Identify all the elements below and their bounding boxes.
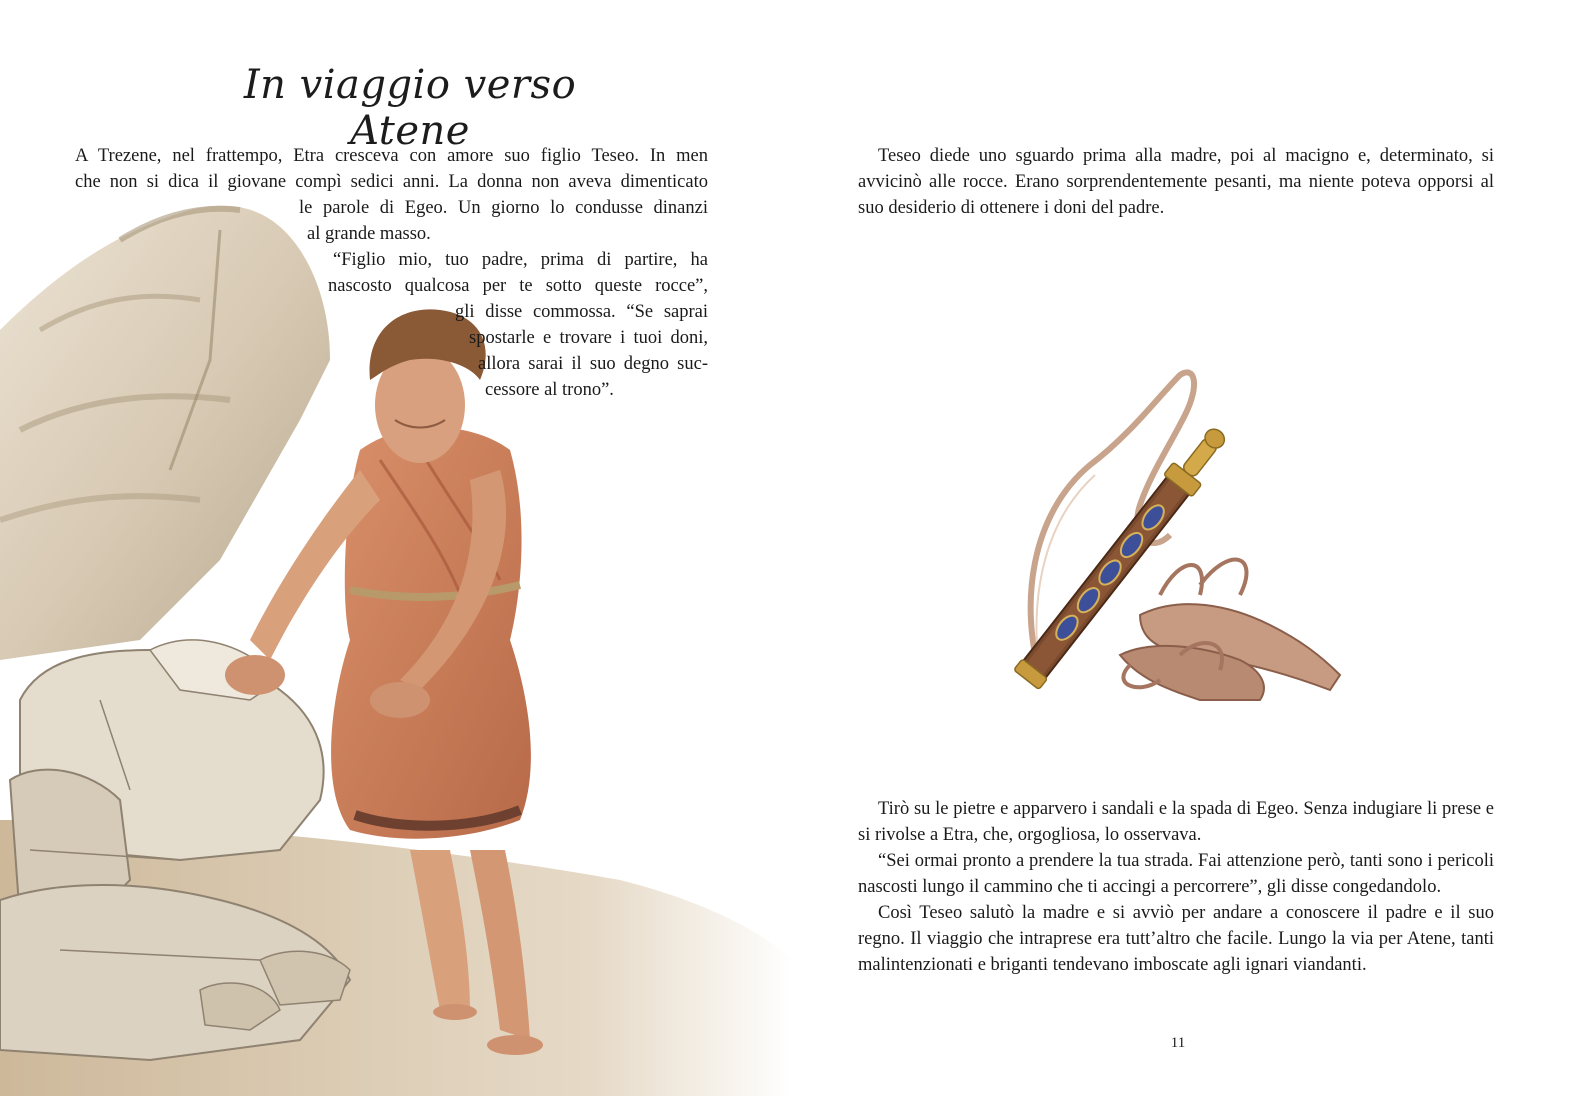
sword-and-sandals-illustration (1000, 355, 1360, 715)
text-line: “Figlio mio, tuo padre, prima di partire, ha (333, 250, 708, 270)
text-line: spostarle e trovare i tuoi doni, (469, 328, 708, 348)
paragraph: “Sei ormai pronto a prendere la tua strada. Fai attenzione però, tanti sono i pericoli nascosti lungo il cammino che ti accingi a percorrere”, gli disse congedandolo. (858, 851, 1494, 897)
chapter-title: In viaggio verso Atene (243, 62, 577, 154)
left-page (0, 0, 793, 1096)
page-number: 11 (1170, 1035, 1186, 1051)
text-line: le parole di Egeo. Un giorno lo condusse dinanzi (299, 198, 708, 218)
text-line: A Trezene, nel frattempo, Etra cresceva con amore suo figlio Teseo. In men (75, 146, 708, 166)
paragraph: Così Teseo salutò la madre e si avviò per andare a conoscere il padre e il suo regno. Il viaggio che intraprese era tutt’altro che facile. Lungo la via per Atene, tanti malintenzionati e briganti tendevano imboscate agli ignari viandanti. (858, 903, 1494, 975)
paragraph: Tirò su le pietre e apparvero i sandali e la spada di Egeo. Senza indugiare li prese e si rivolse a Etra, che, orgogliosa, lo osservava. (858, 799, 1494, 845)
paragraph-bottom (858, 796, 1494, 978)
paragraph: Teseo diede uno sguardo prima alla madre, poi al macigno e, determinato, si avvicinò alle rocce. Erano sorprendentemente pesanti, ma niente poteva opporsi al suo desiderio di ottenere i doni del padre. (858, 146, 1494, 218)
text-line: che non si dica il giovane compì sedici anni. La donna non aveva dimenticato (75, 172, 708, 192)
text-line: cessore al trono”. (485, 380, 614, 400)
text-line: allora sarai il suo degno suc- (478, 354, 708, 374)
text-line: nascosto qualcosa per te sotto queste rocce”, (328, 276, 708, 296)
paragraph-top (858, 143, 1494, 221)
text-line: al grande masso. (307, 224, 431, 244)
text-line: gli disse commossa. “Se saprai (455, 302, 708, 322)
